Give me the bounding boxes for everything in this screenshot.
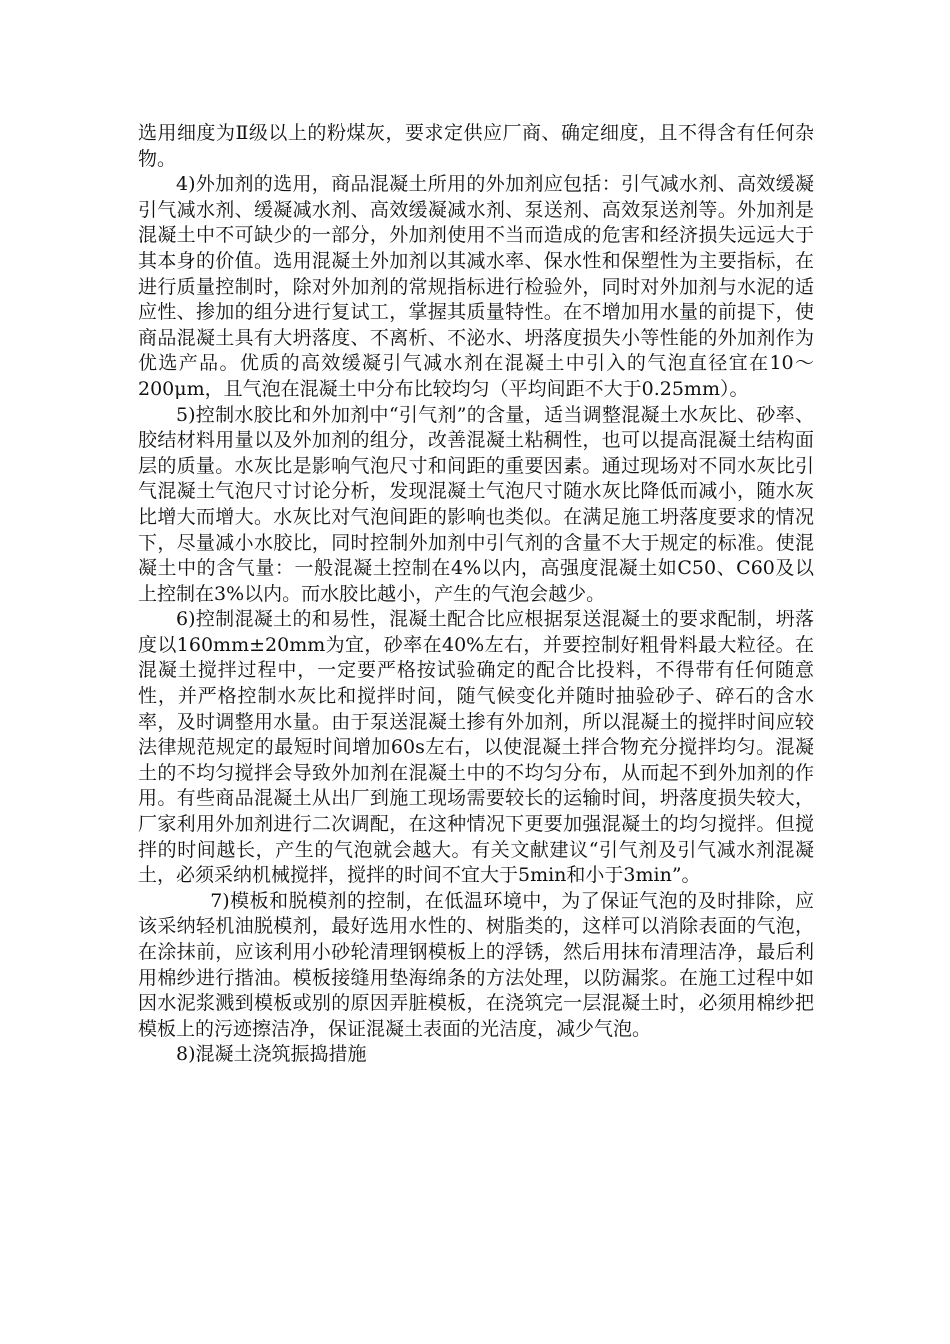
paragraph-pouring-vibration-heading: 8)混凝土浇筑振捣措施 — [176, 1043, 367, 1066]
paragraph-formwork-release-agent: 7)模板和脱模剂的控制，在低温环境中，为了保证气泡的及时排除，应该采纳轻机油脱模剂，最好选用水性的、树脂类的，这样可以消除表面的气泡，在涂抹前，应该利用小砂轮清理钢模板上的浮锈，然后用抹布清理洁净，最后利用棉纱进行揩油。模板接缝用垫海绵条的方法处理，以防漏浆。在施工过程中如因水泥浆溅到模板或别的原因弄脏模板，在浇筑完一层混凝土时，必须用棉纱把模板上的污迹擦洁净，保证混凝土表面的光洁度，减少气泡。 — [138, 889, 814, 1040]
paragraph-water-binder-ratio: 5)控制水胶比和外加剂中“引气剂”的含量，适当调整混凝土水灰比、砂率、胶结材料用量以及外加剂的组分，改善混凝土粘稠性，也可以提高混凝土结构面层的质量。水灰比是影响气泡尺寸和间距的重要因素。通过现场对不同水灰比引气混凝土气泡尺寸讨论分析，发现混凝土气泡尺寸随水灰比降低而减小，随水灰比增大而增大。水灰比对气泡间距的影响也类似。在满足施工坍落度要求的情况下，尽量减小水胶比，同时控制外加剂中引气剂的含量不大于规定的标准。使混凝土中的含气量：一般混凝土控制在4%以内，高强度混凝土如C50、C60及以上控制在3%以内。而水胶比越小，产生的气泡会越少。 — [138, 403, 814, 605]
document-body — [138, 121, 814, 1068]
paragraph-admixture-selection: 4)外加剂的选用，商品混凝土所用的外加剂应包括：引气减水剂、高效缓凝引气减水剂、缓凝减水剂、高效缓凝减水剂、泵送剂、高效泵送剂等。外加剂是混凝土中不可缺少的一部分，外加剂使用不当而造成的危害和经济损失远远大于其本身的价值。选用混凝土外加剂以其减水率、保水性和保塑性为主要指标，在进行质量控制时，除对外加剂的常规指标进行检验外，同时对外加剂与水泥的适应性、掺加的组分进行复试工，掌握其质量特性。在不增加用水量的前提下，使商品混凝土具有大坍落度、不离析、不泌水、坍落度损失小等性能的外加剂作为优选产品。优质的高效缓凝引气减水剂在混凝土中引入的气泡直径宜在10～200μm，且气泡在混凝土中分布比较均匀（平均间距不大于0.25mm）。 — [138, 173, 814, 400]
paragraph-fly-ash-continuation: 选用细度为Ⅱ级以上的粉煤灰，要求定供应厂商、确定细度，且不得含有任何杂物。 — [138, 122, 814, 170]
paragraph-workability-control: 6)控制混凝土的和易性，混凝土配合比应根据泵送混凝土的要求配制，坍落度以160mm±20mm为宜，砂率在40%左右，并要控制好粗骨料最大粒径。在混凝土搅拌过程中，一定要严格按试验确定的配合比投料，不得带有任何随意性，并严格控制水灰比和搅拌时间，随气候变化并随时抽验砂子、碎石的含水率，及时调整用水量。由于泵送混凝土掺有外加剂，所以混凝土的搅拌时间应较法律规范规定的最短时间增加60s左右，以使混凝土拌合物充分搅拌均匀。混凝土的不均匀搅拌会导致外加剂在混凝土中的不均匀分布，从而起不到外加剂的作用。有些商品混凝土从出厂到施工现场需要较长的运输时间，坍落度损失较大，厂家利用外加剂进行二次调配，在这种情况下更要加强混凝土的均匀搅拌。但搅拌的时间越长，产生的气泡就会越大。有关文献建议“引气剂及引气减水剂混凝土，必须采纳机械搅拌，搅拌的时间不宜大于5min和小于3min”。 — [138, 608, 814, 887]
